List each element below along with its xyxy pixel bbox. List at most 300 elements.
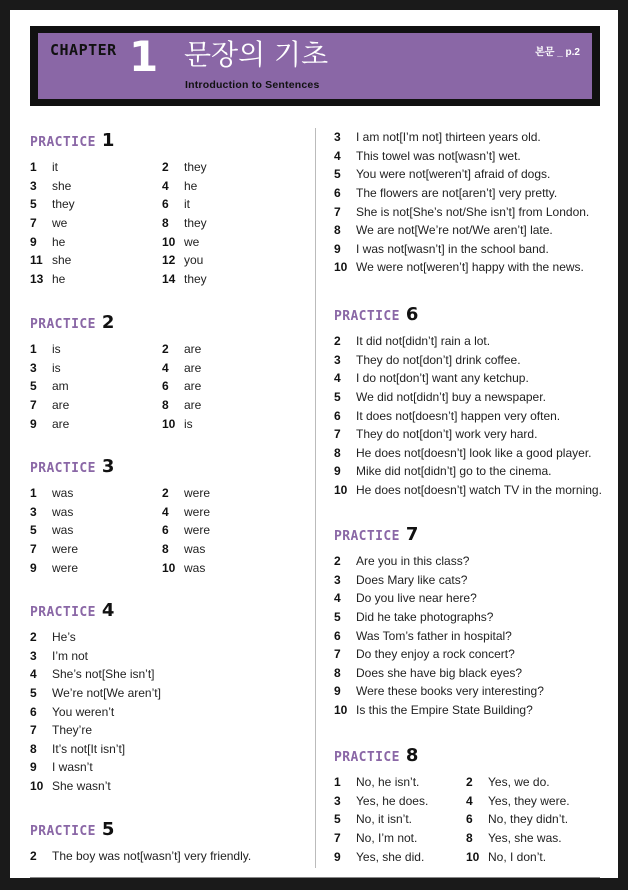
practice-word: PRACTICE xyxy=(30,605,96,620)
answer-row xyxy=(30,359,294,378)
answer-number: 9 xyxy=(334,684,341,699)
answer-number: 6 xyxy=(162,379,169,394)
practice-word: PRACTICE xyxy=(30,461,96,476)
answer-text: are xyxy=(184,398,202,413)
answer-number: 3 xyxy=(30,178,37,193)
answer-text: No, I’m not. xyxy=(356,831,418,846)
answer-number: 7 xyxy=(334,647,341,662)
answer-number: 10 xyxy=(162,234,176,249)
answer-number: 5 xyxy=(30,197,37,212)
answer-number: 3 xyxy=(30,648,37,663)
answer-text: No, it isn’t. xyxy=(356,812,413,827)
practice-7-section xyxy=(334,522,544,719)
answer-number: 2 xyxy=(162,342,169,357)
practice-number: 5 xyxy=(101,819,115,840)
answer-item xyxy=(334,184,589,203)
practice-heading xyxy=(334,743,598,765)
answer-text: This towel was not[wasn’t] wet. xyxy=(356,148,521,163)
answer-text: We are not[We’re not/We aren’t] late. xyxy=(356,223,553,238)
answer-row xyxy=(30,414,294,433)
answer-item xyxy=(334,165,589,184)
answer-number: 8 xyxy=(162,398,169,413)
answer-number: 4 xyxy=(334,148,341,163)
column-divider xyxy=(315,128,316,868)
practice-3-section xyxy=(30,454,294,577)
answer-row xyxy=(30,503,294,522)
answer-text: are xyxy=(184,342,202,357)
answer-row xyxy=(30,484,294,503)
practice-heading xyxy=(30,310,294,332)
chapter-banner xyxy=(30,26,600,106)
answer-number: 10 xyxy=(162,416,176,431)
answer-number: 5 xyxy=(334,812,341,827)
practice-word: PRACTICE xyxy=(334,750,400,765)
answer-number: 3 xyxy=(334,572,341,587)
answer-number: 7 xyxy=(334,831,341,846)
answer-item xyxy=(334,240,589,259)
answer-item xyxy=(30,628,161,647)
answer-number: 2 xyxy=(30,630,37,645)
answer-number: 9 xyxy=(30,416,37,431)
practice-number: 1 xyxy=(101,130,115,151)
answer-text: We’re not[We aren’t] xyxy=(52,686,161,701)
answer-row xyxy=(30,177,294,196)
answer-number: 5 xyxy=(30,686,37,701)
practice-heading xyxy=(30,817,251,839)
answer-item xyxy=(466,850,598,864)
answer-item xyxy=(30,160,162,174)
answer-text: was xyxy=(52,523,74,538)
answer-item xyxy=(30,523,162,537)
answer-item xyxy=(334,351,602,370)
answer-number: 12 xyxy=(162,253,176,268)
answer-item xyxy=(162,253,294,267)
practice-8-section xyxy=(334,743,598,866)
answer-row xyxy=(30,396,294,415)
answer-item xyxy=(334,462,602,481)
answer-number: 6 xyxy=(162,523,169,538)
answer-item xyxy=(334,571,544,590)
answer-text: We were not[weren’t] happy with the news. xyxy=(356,260,584,275)
answer-item xyxy=(30,272,162,286)
answer-text: You were not[weren’t] afraid of dogs. xyxy=(356,167,551,182)
answer-number: 1 xyxy=(30,342,37,357)
answer-item xyxy=(334,388,602,407)
answer-item xyxy=(334,258,589,277)
answer-text: is xyxy=(184,416,193,431)
answer-row xyxy=(30,521,294,540)
answer-text: Yes, he does. xyxy=(356,793,429,808)
answer-text: are xyxy=(184,360,202,375)
answer-number: 5 xyxy=(334,610,341,625)
answer-item xyxy=(334,406,602,425)
practice-word: PRACTICE xyxy=(30,135,96,150)
answer-text: Is this the Empire State Building? xyxy=(356,703,533,718)
answer-number: 8 xyxy=(162,542,169,557)
answer-row xyxy=(30,540,294,559)
bottom-rule xyxy=(30,877,600,878)
answer-text: They do not[don’t] drink coffee. xyxy=(356,352,521,367)
chapter-subtitle: Introduction to Sentences xyxy=(185,79,320,91)
answer-row xyxy=(334,829,598,848)
answer-list xyxy=(30,340,294,433)
chapter-number: 1 xyxy=(129,32,159,81)
answer-item xyxy=(334,831,466,845)
answer-number: 7 xyxy=(334,204,341,219)
answer-number: 8 xyxy=(334,445,341,460)
answer-text: No, I don’t. xyxy=(488,849,547,864)
answer-text: they xyxy=(52,197,75,212)
answer-number: 5 xyxy=(334,390,341,405)
answer-text: She is not[She’s not/She isn’t] from London. xyxy=(356,204,590,219)
answer-item xyxy=(334,369,602,388)
chapter-banner-inner xyxy=(38,33,592,99)
answer-text: was xyxy=(184,542,206,557)
answer-item xyxy=(162,197,294,211)
answer-text: it xyxy=(52,160,58,175)
answer-row xyxy=(30,558,294,577)
answer-number: 8 xyxy=(466,831,473,846)
answer-number: 7 xyxy=(334,427,341,442)
answer-item xyxy=(30,665,161,684)
answer-text: It did not[didn’t] rain a lot. xyxy=(356,334,491,349)
answer-text: I was not[wasn’t] in the school band. xyxy=(356,241,549,256)
answer-text: Are you in this class? xyxy=(356,554,470,569)
answer-number: 8 xyxy=(334,223,341,238)
answer-number: 7 xyxy=(30,216,37,231)
answer-item xyxy=(334,481,602,500)
answer-text: Were these books very interesting? xyxy=(356,684,544,699)
answer-text: Yes, we do. xyxy=(488,775,550,790)
answer-number: 1 xyxy=(334,775,341,790)
answer-text: No, he isn’t. xyxy=(356,775,420,790)
practice-6-section xyxy=(334,302,602,499)
answer-item xyxy=(334,701,544,720)
answer-item xyxy=(30,847,251,866)
answer-text: was xyxy=(52,504,74,519)
answer-text: Do they enjoy a rock concert? xyxy=(356,647,515,662)
answer-number: 2 xyxy=(466,775,473,790)
answer-number: 1 xyxy=(30,486,37,501)
answer-item xyxy=(334,775,466,789)
answer-text: was xyxy=(52,486,74,501)
answer-text: I do not[don’t] want any ketchup. xyxy=(356,371,529,386)
answer-item xyxy=(30,721,161,740)
answer-number: 14 xyxy=(162,271,176,286)
answer-item xyxy=(30,253,162,267)
practice-heading xyxy=(334,522,544,544)
answer-text: The boy was not[wasn’t] very friendly. xyxy=(52,849,252,864)
answer-number: 9 xyxy=(30,560,37,575)
answer-number: 9 xyxy=(30,760,37,775)
answer-number: 4 xyxy=(334,371,341,386)
practice-word: PRACTICE xyxy=(334,529,400,544)
answer-item xyxy=(162,361,294,375)
answer-item xyxy=(30,647,161,666)
answer-text: The flowers are not[aren’t] very pretty. xyxy=(356,186,558,201)
answer-list xyxy=(334,552,544,719)
answer-text: you xyxy=(184,253,204,268)
answer-number: 9 xyxy=(334,241,341,256)
answer-item xyxy=(334,202,589,221)
answer-text: Yes, they were. xyxy=(488,793,570,808)
answer-row xyxy=(30,270,294,289)
answer-number: 6 xyxy=(334,628,341,643)
answer-text: he xyxy=(52,271,66,286)
answer-row xyxy=(30,251,294,270)
answer-item xyxy=(162,486,294,500)
answer-item xyxy=(30,197,162,211)
answer-text: Did he take photographs? xyxy=(356,610,494,625)
answer-item xyxy=(30,179,162,193)
answer-item xyxy=(466,775,598,789)
answer-text: We did not[didn’t] buy a newspaper. xyxy=(356,390,546,405)
answer-text: She’s not[She isn’t] xyxy=(52,667,155,682)
answer-item xyxy=(162,417,294,431)
answer-text: She wasn’t xyxy=(52,779,111,794)
answer-item xyxy=(162,505,294,519)
answer-list xyxy=(334,128,589,277)
answer-text: Yes, she did. xyxy=(356,849,425,864)
practice-2-section xyxy=(30,310,294,433)
answer-list xyxy=(30,628,161,795)
answer-row xyxy=(334,810,598,829)
answer-number: 9 xyxy=(30,234,37,249)
answer-item xyxy=(334,626,544,645)
chapter-word: CHAPTER xyxy=(50,41,117,59)
answer-number: 8 xyxy=(30,741,37,756)
answer-text: it xyxy=(184,197,190,212)
practice-heading xyxy=(30,598,161,620)
answer-item xyxy=(30,361,162,375)
answer-number: 8 xyxy=(334,665,341,680)
answer-text: were xyxy=(184,486,211,501)
answer-row xyxy=(30,340,294,359)
answer-text: were xyxy=(184,504,211,519)
answer-text: It’s not[It isn’t] xyxy=(52,741,126,756)
answer-text: He does not[doesn’t] look like a good player. xyxy=(356,445,592,460)
answer-number: 5 xyxy=(30,379,37,394)
answer-number: 7 xyxy=(30,723,37,738)
answer-row xyxy=(334,847,598,866)
answer-item xyxy=(334,664,544,683)
answer-text: were xyxy=(52,560,79,575)
answer-number: 6 xyxy=(162,197,169,212)
answer-item xyxy=(334,794,466,808)
answer-text: they xyxy=(184,271,207,286)
practice-number: 3 xyxy=(101,456,115,477)
answer-text: They’re xyxy=(52,723,93,738)
answer-row xyxy=(334,792,598,811)
answer-item xyxy=(334,850,466,864)
answer-text: He does not[doesn’t] watch TV in the morning. xyxy=(356,483,602,498)
answer-number: 11 xyxy=(30,253,43,268)
answer-item xyxy=(334,147,589,166)
answer-item xyxy=(334,425,602,444)
answer-number: 3 xyxy=(334,130,341,145)
answer-number: 4 xyxy=(162,178,169,193)
practice-number: 8 xyxy=(405,745,419,766)
answer-number: 4 xyxy=(162,504,169,519)
answer-item xyxy=(30,542,162,556)
answer-item xyxy=(162,235,294,249)
answer-item xyxy=(334,221,589,240)
answer-item xyxy=(30,486,162,500)
answer-number: 9 xyxy=(334,849,341,864)
answer-text: Yes, she was. xyxy=(488,831,562,846)
answer-text: are xyxy=(52,416,70,431)
answer-row xyxy=(30,232,294,251)
answer-text: they xyxy=(184,160,207,175)
answer-text: No, they didn’t. xyxy=(488,812,569,827)
answer-list xyxy=(334,332,602,499)
answer-number: 4 xyxy=(30,667,37,682)
answer-item xyxy=(162,179,294,193)
chapter-title: 문장의 기초 xyxy=(184,38,329,71)
answer-row xyxy=(30,158,294,177)
answer-item xyxy=(334,682,544,701)
answer-item xyxy=(30,379,162,393)
answer-number: 9 xyxy=(334,464,341,479)
answer-text: Mike did not[didn’t] go to the cinema. xyxy=(356,464,552,479)
answer-number: 8 xyxy=(162,216,169,231)
answer-item xyxy=(30,561,162,575)
answer-text: he xyxy=(52,234,66,249)
answer-text: he xyxy=(184,178,198,193)
answer-text: You weren’t xyxy=(52,704,115,719)
answer-item xyxy=(30,505,162,519)
practice-number: 4 xyxy=(101,600,115,621)
answer-item xyxy=(30,684,161,703)
answer-number: 7 xyxy=(30,398,37,413)
answer-item xyxy=(466,812,598,826)
answer-text: Does Mary like cats? xyxy=(356,572,468,587)
answer-number: 2 xyxy=(334,554,341,569)
answer-item xyxy=(162,160,294,174)
answer-item xyxy=(162,523,294,537)
answer-number: 2 xyxy=(162,486,169,501)
answer-text: is xyxy=(52,360,61,375)
answer-number: 7 xyxy=(30,542,37,557)
answer-item xyxy=(466,794,598,808)
practice-word: PRACTICE xyxy=(30,317,96,332)
answer-item xyxy=(334,812,466,826)
answer-number: 3 xyxy=(30,360,37,375)
answer-item xyxy=(466,831,598,845)
answer-text: They do not[don’t] work very hard. xyxy=(356,427,538,442)
answer-number: 6 xyxy=(466,812,473,827)
answer-list xyxy=(30,484,294,577)
practice-heading xyxy=(334,302,602,324)
answer-text: she xyxy=(52,178,72,193)
answer-item xyxy=(334,128,589,147)
answer-item xyxy=(334,645,544,664)
answer-number: 10 xyxy=(334,260,348,275)
answer-number: 10 xyxy=(30,779,44,794)
answer-number: 5 xyxy=(30,523,37,538)
answer-text: am xyxy=(52,379,69,394)
answer-number: 10 xyxy=(334,703,348,718)
answer-text: Was Tom’s father in hospital? xyxy=(356,628,512,643)
answer-text: He’s xyxy=(52,630,76,645)
answer-item xyxy=(30,342,162,356)
practice-number: 7 xyxy=(405,524,419,545)
answer-item xyxy=(162,561,294,575)
answer-number: 2 xyxy=(30,849,37,864)
answer-text: I wasn’t xyxy=(52,760,93,775)
answer-number: 3 xyxy=(334,793,341,808)
answer-number: 5 xyxy=(334,167,341,182)
answer-item xyxy=(162,342,294,356)
answer-item xyxy=(30,398,162,412)
answer-row xyxy=(334,773,598,792)
answer-item xyxy=(334,552,544,571)
answer-row xyxy=(30,377,294,396)
answer-number: 13 xyxy=(30,271,44,286)
answer-text: were xyxy=(52,542,79,557)
answer-list xyxy=(30,847,251,866)
answer-item xyxy=(30,216,162,230)
answer-item xyxy=(30,235,162,249)
practice-4-section xyxy=(30,598,161,795)
answer-text: I am not[I’m not] thirteen years old. xyxy=(356,130,541,145)
practice-5-section xyxy=(30,817,251,866)
answer-item xyxy=(334,332,602,351)
practice-5-continued xyxy=(334,128,589,277)
answer-number: 6 xyxy=(30,704,37,719)
answer-text: It does not[doesn’t] happen very often. xyxy=(356,408,561,423)
answer-item xyxy=(30,417,162,431)
answer-number: 2 xyxy=(334,334,341,349)
answer-number: 10 xyxy=(334,483,348,498)
answer-number: 1 xyxy=(30,160,37,175)
answer-text: we xyxy=(184,234,200,249)
answer-item xyxy=(30,740,161,759)
answer-item xyxy=(30,758,161,777)
answer-text: she xyxy=(52,253,72,268)
practice-number: 6 xyxy=(405,304,419,325)
page-reference: 본문 _ p.2 xyxy=(535,47,580,58)
answer-item xyxy=(162,379,294,393)
practice-number: 2 xyxy=(101,312,115,333)
answer-list xyxy=(30,158,294,288)
answer-item xyxy=(334,444,602,463)
answer-text: Do you live near here? xyxy=(356,591,477,606)
answer-item xyxy=(30,777,161,796)
answer-text: we xyxy=(52,216,68,231)
answer-number: 10 xyxy=(466,849,480,864)
answer-row xyxy=(30,195,294,214)
answer-row xyxy=(30,214,294,233)
answer-item xyxy=(334,589,544,608)
answer-text: is xyxy=(52,342,61,357)
answer-number: 3 xyxy=(334,352,341,367)
answer-number: 2 xyxy=(162,160,169,175)
answer-number: 3 xyxy=(30,504,37,519)
answer-number: 4 xyxy=(334,591,341,606)
practice-word: PRACTICE xyxy=(334,309,400,324)
answer-number: 6 xyxy=(334,408,341,423)
answer-number: 4 xyxy=(162,360,169,375)
practice-word: PRACTICE xyxy=(30,824,96,839)
answer-text: was xyxy=(184,560,206,575)
answer-item xyxy=(162,398,294,412)
answer-item xyxy=(334,608,544,627)
practice-heading xyxy=(30,128,294,150)
answer-text: Does she have big black eyes? xyxy=(356,665,523,680)
answer-text: were xyxy=(184,523,211,538)
answer-text: are xyxy=(184,379,202,394)
